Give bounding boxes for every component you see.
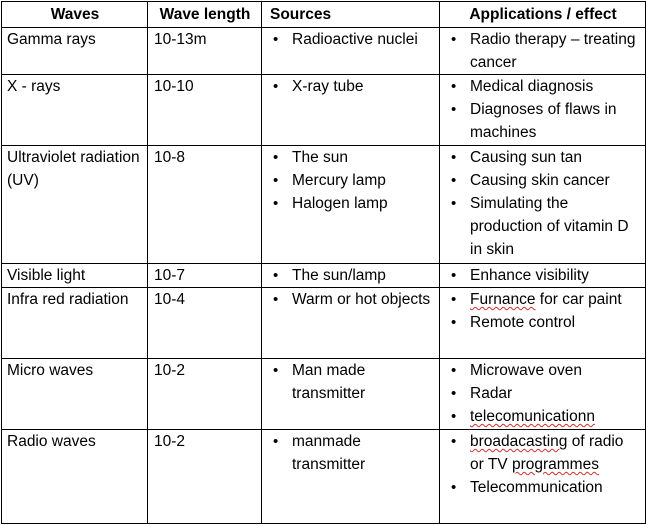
- waves-table: [1, 1, 646, 524]
- applications-list: [445, 28, 641, 74]
- applications-list: [445, 75, 641, 144]
- sources-list: [267, 28, 435, 51]
- table-row-radio-waves: [2, 430, 646, 524]
- table-row-x-rays: [2, 75, 646, 146]
- sources-cell: [262, 28, 440, 75]
- application-item: • Simulating the production of vitamin D in skin: [445, 192, 641, 261]
- wavelength-cell: 10-4: [148, 288, 262, 359]
- applications-cell: [440, 75, 646, 146]
- applications-cell: [440, 146, 646, 264]
- application-item: • Causing skin cancer: [445, 169, 641, 192]
- wavelength-cell: 10-8: [148, 146, 262, 264]
- applications-list: [445, 430, 641, 499]
- wave-name-cell: Visible light: [2, 264, 148, 288]
- sources-list: [267, 75, 435, 98]
- applications-list: [445, 264, 641, 287]
- spellcheck-word: telecomunicationn: [470, 408, 595, 425]
- wave-name-cell: Infra red radiation: [2, 288, 148, 359]
- sources-list: [267, 430, 435, 476]
- application-item: • Microwave oven: [445, 359, 641, 382]
- sources-list: [267, 359, 435, 405]
- wave-name-cell: X - rays: [2, 75, 148, 146]
- application-item: • Telecommunication: [445, 476, 641, 499]
- wave-name-cell: Gamma rays: [2, 28, 148, 75]
- applications-cell: [440, 264, 646, 288]
- applications-list: [445, 146, 641, 261]
- source-item: • Warm or hot objects: [267, 288, 435, 311]
- table-row-micro-waves: [2, 359, 646, 430]
- application-item: • Enhance visibility: [445, 264, 641, 287]
- header-waves: Waves: [2, 2, 148, 28]
- application-item: • Causing sun tan: [445, 146, 641, 169]
- sources-cell: [262, 288, 440, 359]
- applications-cell: [440, 28, 646, 75]
- source-item: • Mercury lamp: [267, 169, 435, 192]
- application-item: • Diagnoses of flaws in machines: [445, 98, 641, 144]
- sources-list: [267, 288, 435, 311]
- table-row-visible-light: [2, 264, 646, 288]
- sources-list: [267, 146, 435, 215]
- spellcheck-word: Furnance: [470, 291, 536, 308]
- application-item: • Medical diagnosis: [445, 75, 641, 98]
- spellcheck-word: broadacasting: [470, 433, 568, 450]
- header-row: [2, 2, 646, 28]
- source-item: • manmade transmitter: [267, 430, 435, 476]
- application-item: • Furnance for car paint: [445, 288, 641, 311]
- table-row-gamma-rays: [2, 28, 646, 75]
- source-item: • The sun/lamp: [267, 264, 435, 287]
- table-row-infra-red-radiation: [2, 288, 646, 359]
- sources-list: [267, 264, 435, 287]
- wave-name-cell: Micro waves: [2, 359, 148, 430]
- wavelength-cell: 10-13m: [148, 28, 262, 75]
- application-item: • Radio therapy – treating cancer: [445, 28, 641, 74]
- application-item: [445, 405, 641, 428]
- applications-list: [445, 288, 641, 334]
- wavelength-cell: 10-2: [148, 359, 262, 430]
- wave-name-cell: Radio waves: [2, 430, 148, 524]
- applications-cell: [440, 430, 646, 524]
- wavelength-cell: 10-10: [148, 75, 262, 146]
- header-applications: Applications / effect: [440, 2, 646, 28]
- source-item: • Radioactive nuclei: [267, 28, 435, 51]
- sources-cell: [262, 75, 440, 146]
- sources-cell: [262, 264, 440, 288]
- header-sources: Sources: [262, 2, 440, 28]
- sources-cell: [262, 430, 440, 524]
- table-row-ultraviolet-radiation-uv: [2, 146, 646, 264]
- spellcheck-word: programmes: [511, 456, 599, 473]
- source-item: • Man made transmitter: [267, 359, 435, 405]
- sources-cell: [262, 146, 440, 264]
- sources-cell: [262, 359, 440, 430]
- wave-name-cell: Ultraviolet radiation (UV): [2, 146, 148, 264]
- source-item: • Halogen lamp: [267, 192, 435, 215]
- header-wave-length: Wave length: [148, 2, 262, 28]
- wavelength-cell: 10-7: [148, 264, 262, 288]
- application-item: • broadacasting of radio or TV programmes: [445, 430, 641, 476]
- application-item: • Remote control: [445, 311, 641, 334]
- source-item: • The sun: [267, 146, 435, 169]
- source-item: • X-ray tube: [267, 75, 435, 98]
- applications-cell: [440, 359, 646, 430]
- application-item: • Radar: [445, 382, 641, 405]
- applications-cell: [440, 288, 646, 359]
- applications-list: [445, 359, 641, 428]
- wavelength-cell: 10-2: [148, 430, 262, 524]
